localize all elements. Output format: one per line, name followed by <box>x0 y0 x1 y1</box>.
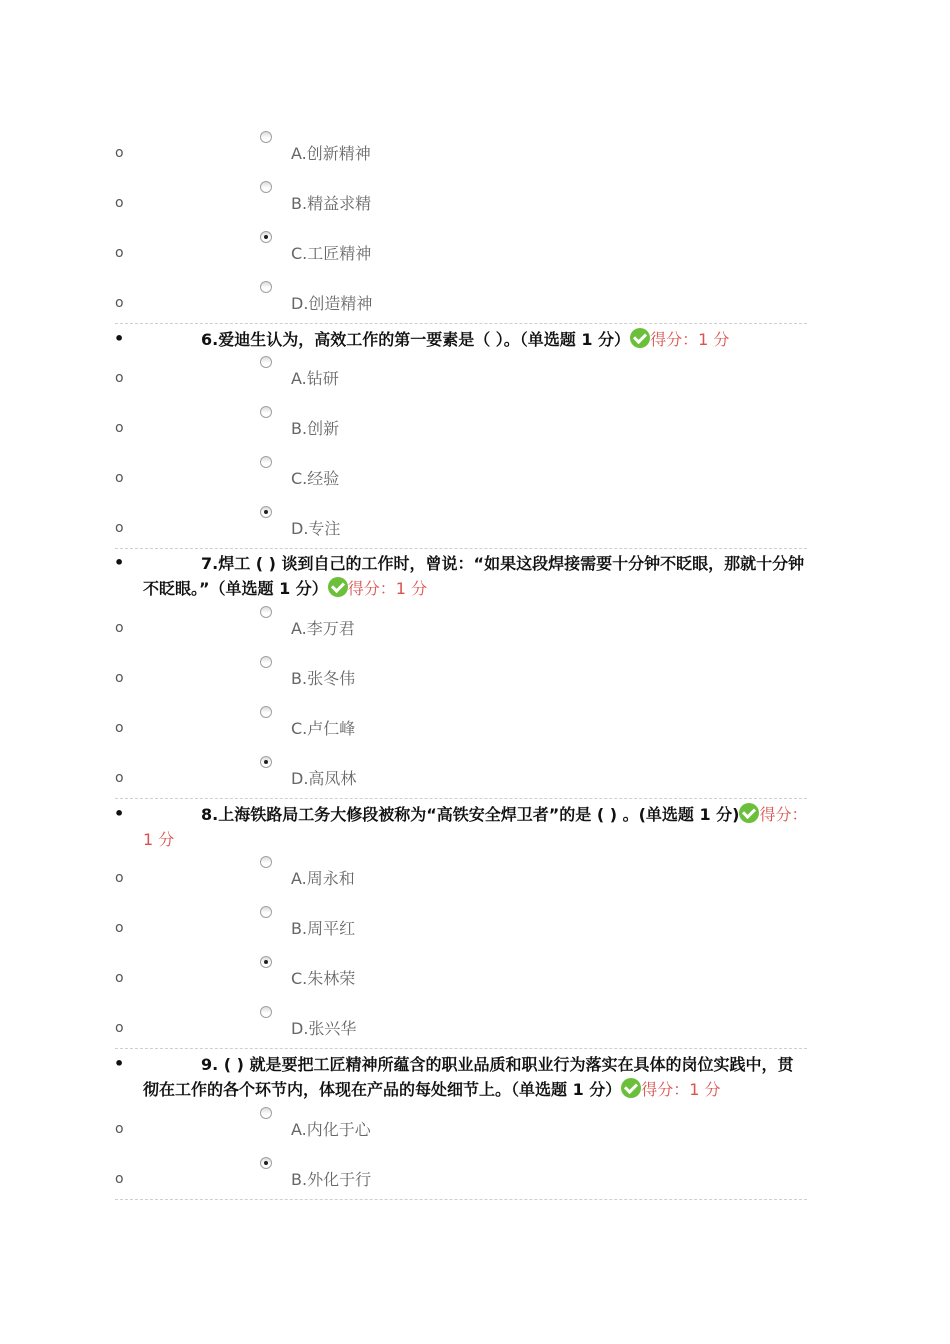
option-bullet: o <box>115 295 124 311</box>
radio-button[interactable] <box>260 131 272 143</box>
option-label: B.创新 <box>291 419 340 438</box>
radio-button[interactable] <box>260 706 272 718</box>
radio-button-checked[interactable] <box>260 506 272 518</box>
question-text <box>143 802 809 852</box>
q7-option-c[interactable] <box>0 716 950 740</box>
separator <box>115 1199 807 1200</box>
option-label: A.内化于心 <box>291 1120 371 1139</box>
score-text: 得分：1 分 <box>143 805 808 849</box>
score-text: 得分：1 分 <box>347 579 428 598</box>
question-6-text: 6.爱迪生认为，高效工作的第一要素是（ ）。（单选题 1 分） <box>201 330 631 349</box>
option-label: B.外化于行 <box>291 1170 372 1189</box>
option-bullet: o <box>115 520 124 536</box>
radio-button[interactable] <box>260 1006 272 1018</box>
option-label: B.张冬伟 <box>291 669 356 688</box>
question-bullet: • <box>114 329 125 348</box>
option-bullet: o <box>115 145 124 161</box>
radio-button-checked[interactable] <box>260 756 272 768</box>
option-bullet: o <box>115 470 124 486</box>
score-text: 得分：1 分 <box>641 1080 721 1099</box>
option-label: D.高凤林 <box>291 769 357 788</box>
check-circle-icon <box>630 328 650 348</box>
separator <box>115 1048 807 1049</box>
q9-option-a[interactable] <box>0 1117 950 1141</box>
option-label: B.周平红 <box>291 919 356 938</box>
q7-option-b[interactable] <box>0 666 950 690</box>
option-bullet: o <box>115 670 124 686</box>
question-text <box>143 327 809 352</box>
option-bullet: o <box>115 920 124 936</box>
q7-option-d[interactable] <box>0 766 950 790</box>
option-bullet: o <box>115 195 124 211</box>
radio-button[interactable] <box>260 906 272 918</box>
option-label: A.李万君 <box>291 619 355 638</box>
option-label: B.精益求精 <box>291 194 372 213</box>
radio-button[interactable] <box>260 656 272 668</box>
q9-option-b[interactable] <box>0 1167 950 1191</box>
option-bullet: o <box>115 620 124 636</box>
option-label: D.专注 <box>291 519 341 538</box>
option-bullet: o <box>115 870 124 886</box>
q8-option-b[interactable] <box>0 916 950 940</box>
option-label: A.钻研 <box>291 369 339 388</box>
q6-option-c[interactable] <box>0 466 950 490</box>
q7-option-a[interactable] <box>0 616 950 640</box>
q8-option-a[interactable] <box>0 866 950 890</box>
option-bullet: o <box>115 245 124 261</box>
radio-button-checked[interactable] <box>260 956 272 968</box>
question-8-text: 8.上海铁路局工务大修段被称为“高铁安全焊卫者”的是 ( ) 。(单选题 1 分) <box>201 805 740 824</box>
radio-button[interactable] <box>260 281 272 293</box>
option-bullet: o <box>115 770 124 786</box>
separator <box>115 548 807 549</box>
option-bullet: o <box>115 370 124 386</box>
option-label: C.工匠精神 <box>291 244 372 263</box>
radio-button[interactable] <box>260 856 272 868</box>
question-text <box>143 551 809 601</box>
q6-option-d[interactable] <box>0 516 950 540</box>
option-label: A.创新精神 <box>291 144 371 163</box>
radio-button-checked[interactable] <box>260 1157 272 1169</box>
radio-button-checked[interactable] <box>260 231 272 243</box>
q5-option-b[interactable] <box>0 191 950 215</box>
option-bullet: o <box>115 970 124 986</box>
option-label: A.周永和 <box>291 869 355 888</box>
option-label: D.张兴华 <box>291 1019 357 1038</box>
radio-button[interactable] <box>260 606 272 618</box>
q5-option-d[interactable] <box>0 291 950 315</box>
option-bullet: o <box>115 1121 124 1137</box>
option-label: C.朱林荣 <box>291 969 356 988</box>
check-circle-icon <box>621 1078 641 1098</box>
question-text <box>143 1052 809 1102</box>
question-bullet: • <box>114 804 125 823</box>
option-label: C.经验 <box>291 469 340 488</box>
q5-option-c[interactable] <box>0 241 950 265</box>
option-label: C.卢仁峰 <box>291 719 356 738</box>
question-bullet: • <box>114 553 125 572</box>
radio-button[interactable] <box>260 356 272 368</box>
q6-option-b[interactable] <box>0 416 950 440</box>
option-bullet: o <box>115 1020 124 1036</box>
option-label: D.创造精神 <box>291 294 373 313</box>
separator <box>115 798 807 799</box>
option-bullet: o <box>115 420 124 436</box>
score-text: 得分：1 分 <box>650 330 730 349</box>
radio-button[interactable] <box>260 406 272 418</box>
check-circle-icon <box>328 577 348 597</box>
radio-button[interactable] <box>260 181 272 193</box>
question-bullet: • <box>114 1054 125 1073</box>
radio-button[interactable] <box>260 1107 272 1119</box>
option-bullet: o <box>115 720 124 736</box>
option-bullet: o <box>115 1171 124 1187</box>
question-9-text: 9. ( ) 就是要把工匠精神所蕴含的职业品质和职业行为落实在具体的岗位实践中，贯彻在工作的各个环节内，体现在产品的每处细节上。（单选题 1 分） <box>143 1055 794 1099</box>
separator <box>115 323 807 324</box>
radio-button[interactable] <box>260 456 272 468</box>
q8-option-c[interactable] <box>0 966 950 990</box>
question-7-text: 7.焊工 ( ) 谈到自己的工作时，曾说：“如果这段焊接需要十分钟不眨眼，那就十分钟不眨眼。”（单选题 1 分） <box>143 554 805 598</box>
q8-option-d[interactable] <box>0 1016 950 1040</box>
q6-option-a[interactable] <box>0 366 950 390</box>
check-circle-icon <box>739 803 759 823</box>
q5-option-a[interactable] <box>0 141 950 165</box>
